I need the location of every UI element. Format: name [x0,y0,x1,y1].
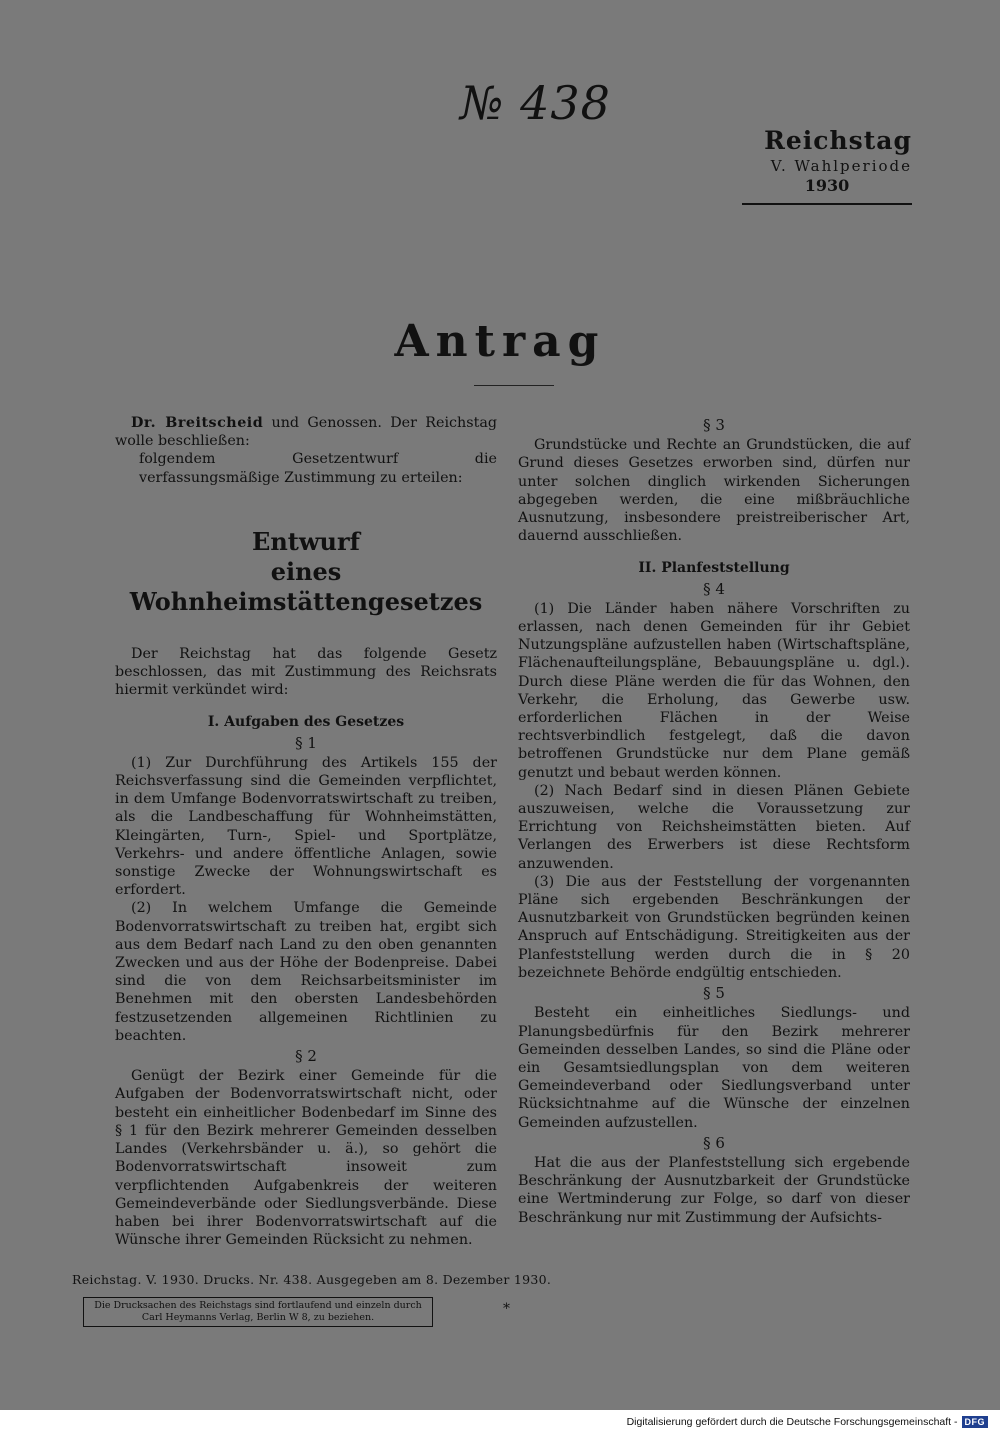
paragraph-4-clause-2: (2) Nach Bedarf sind in diesen Plänen Gebiete auszuweisen, welche die Voraussetzung zur Errichtung von Reichsheimstätten bieten. Auf Verlangen des Erwerbers ist diese Rechtsform anzuwenden. [518,782,910,872]
digitization-credit [627,1416,988,1428]
draft-title-line-2: eines Wohnheimstättengesetzes [129,556,483,616]
header-rule [742,203,912,205]
parliament-name: Reichstag [764,126,912,155]
intro-paragraph [115,414,497,450]
paragraph-1-clause-1: (1) Zur Durchführung des Artikels 155 der Reichsverfassung sind die Gemeinden verpflichtet, in dem Umfange Bodenvorratswirtschaft zu treiben, als die Landbeschaffung für Wohnheimstätten, Kleingärten, Turn-, Spiel- und Sportplätze, Verkehrs- und andere öffentliche Anlagen, sowie sonstige Zwecke der Wohnungswirtschaft es erfordert. [115,754,497,899]
section-title-1: I. Aufgaben des Gesetzes [207,714,405,731]
paragraph-sign-5: § 5 [703,984,725,1003]
paragraph-4-clause-1: (1) Die Länder haben nähere Vorschriften zu erlassen, nach denen Gemeinden für ihr Gebiet Nutzungspläne aufzustellen haben (Wirtschaftspläne, Flächenaufteilungspläne, Bebauungspläne u. dgl.). Durch diese Pläne werden die für das Wohnen, den Verkehr, die Erholung, das Gewerbe usw. erforderlichen Flächen in der Weise rechtsverbindlich festgelegt, daß die davon betroffenen Grundstücke nur dem Plane gemäß genutzt und bebaut werden können. [518,600,910,781]
title-rule [474,385,554,386]
draft-title-line-1: Entwurf [252,526,360,556]
section-title-2: II. Planfeststellung [638,560,790,577]
draft-title [115,527,497,617]
paragraph-sign-6: § 6 [703,1133,725,1152]
paragraph-6: Hat die aus der Planfeststellung sich ergebende Beschränkung der Ausnutzbarkeit der Grundstücke eine Wertminderung zur Folge, so darf von dieser Beschränkung nur mit Zustimmung der Aufsichts- [518,1154,910,1226]
applicant-name: Dr. Breitscheid [131,415,264,431]
paragraph-5: Besteht ein einheitliches Siedlungs- und Planungsbedürfnis für den Bezirk mehrerer Gemeinden desselben Landes, so sind die Pläne oder ein Gesamtsiedlungsplan von dem weiteren Gemeindeverband oder Siedlungsverband unter Rücksichtnahme auf die Wünsche der einzelnen Gemeinden aufzustellen. [518,1005,910,1131]
paragraph-sign-2: § 2 [295,1047,317,1066]
distribution-note: Die Drucksachen des Reichstags sind fortlaufend und einzeln durch Carl Heymanns Verlag, Berlin W 8, zu beziehen. [83,1297,433,1327]
publication-note: Reichstag. V. 1930. Drucks. Nr. 438. Ausgegeben am 8. Dezember 1930. [72,1272,552,1287]
star-mark: * [503,1301,510,1317]
left-column [115,414,497,1249]
right-column [518,414,910,1227]
paragraph-sign-4: § 4 [703,579,725,598]
paragraph-1-clause-2: (2) In welchem Umfange die Gemeinde Bodenvorratswirtschaft zu treiben hat, ergibt sich aus dem Bedarf nach Land zu den oben genannten Zwecken und aus der Höhe der Bodenpreise. Dabei sind die von dem Reichsarbeitsminister im Benehmen mit den obersten Landesbehörden festzusetzenden allgemeinen Richtlinien zu beachten. [115,900,497,1044]
preamble: Der Reichstag hat das folgende Gesetz beschlossen, das mit Zustimmung des Reichsrats hiermit verkündet wird: [115,645,497,699]
paragraph-4-clause-3: (3) Die aus der Feststellung der vorgenannten Pläne sich ergebenden Beschränkungen der Ausnutzbarkeit von Grundstücken begründen keinen Anspruch auf Entschädigung. Streitigkeiten aus der Planfeststellung werden durch die in § 20 bezeichnete Behörde endgültig entschieden. [518,873,910,981]
document-number: № 438 [460,76,611,130]
paragraph-3: Grundstücke und Rechte an Grundstücken, die auf Grund dieses Gesetzes erworben sind, dürfen nur unter solchen dinglich wirkenden Sicherungen abgegeben werden, die eine mißbräuchliche Ausnutzung, insbesondere preistreiberischer Art, dauernd ausschließen. [518,437,910,545]
dfg-logo: DFG [962,1416,989,1428]
intro-text: und Genossen. Der Reichstag wolle beschließen: [115,415,498,450]
year: 1930 [804,176,850,195]
credit-text: Digitalisierung gefördert durch die Deutsche Forschungsgemeinschaft - [626,1416,958,1428]
paragraph-sign-1: § 1 [295,733,317,752]
electoral-period: V. Wahlperiode [770,157,912,175]
paragraph-sign-3: § 3 [703,416,725,434]
parliament-block [742,126,912,205]
motion-text: folgendem Gesetzentwurf die verfassungsmäßige Zustimmung zu erteilen: [139,451,497,486]
document-title: Antrag [394,316,606,367]
paragraph-2: Genügt der Bezirk einer Gemeinde für die Aufgaben der Bodenvorratswirtschaft nicht, oder besteht ein einheitlicher Bodenbedarf im Sinne des § 1 für den Bezirk mehrerer Gemeinden desselben Landes (Verkehrsbänder u. ä.), so gehört die Bodenvorratswirtschaft insoweit zum verpflichtenden Aufgabenkreis der weiteren Gemeindeverbände oder Siedlungsverbände. Diese haben bei ihrer Bodenvorratswirtschaft auf die Wünsche ihrer Gemeinden Rücksicht zu nehmen. [115,1068,497,1249]
